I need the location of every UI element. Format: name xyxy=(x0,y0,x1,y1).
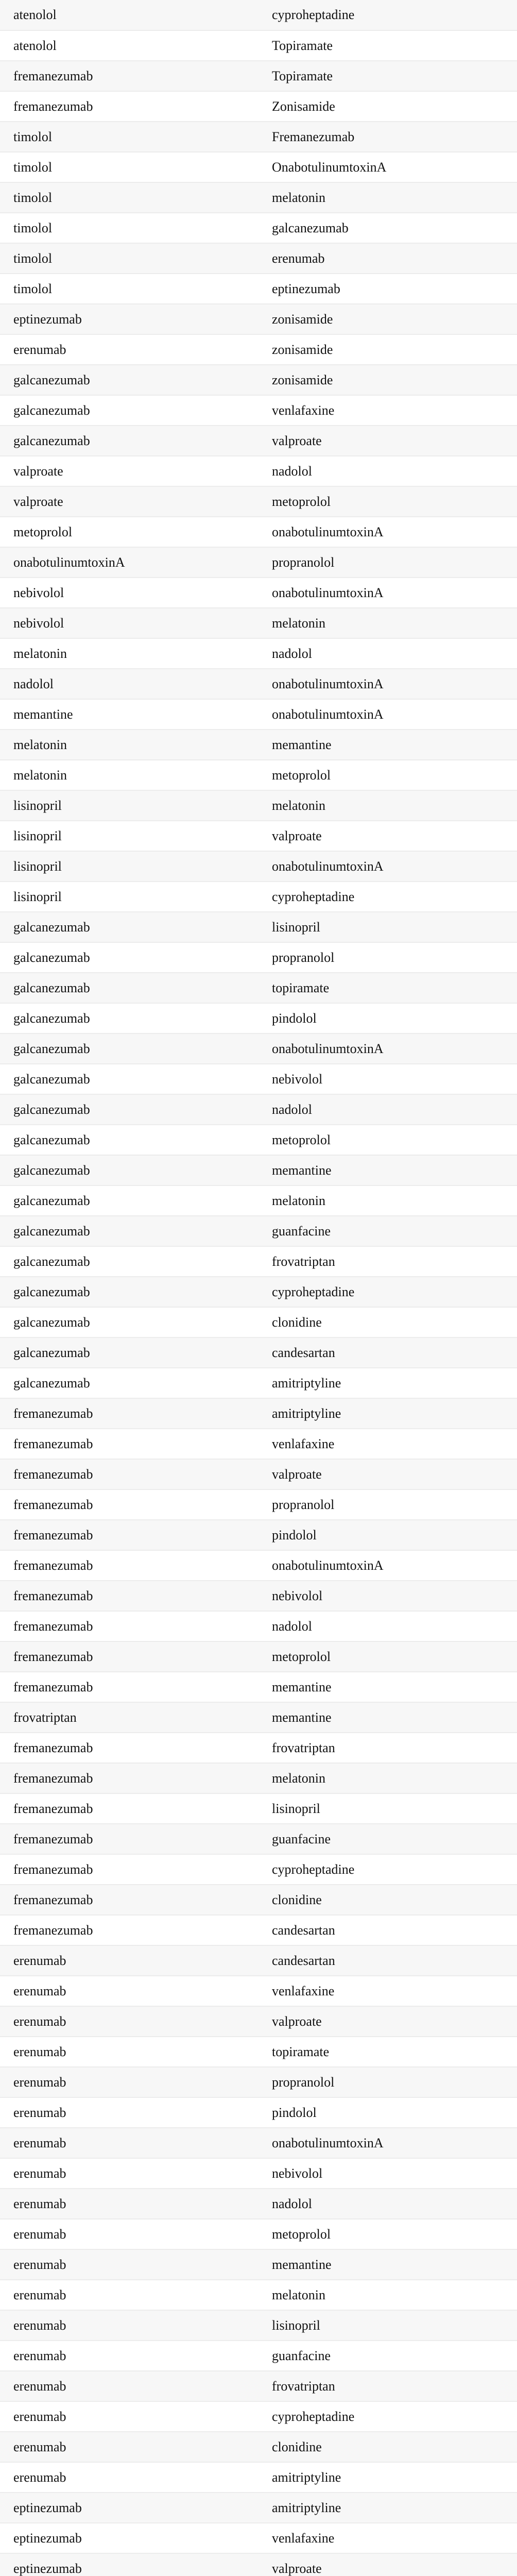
drug-a-cell: fremanezumab xyxy=(0,1520,258,1550)
drug-a-cell: galcanezumab xyxy=(0,973,258,1003)
drug-a-cell: erenumab xyxy=(0,2097,258,2128)
table-row xyxy=(0,0,517,30)
drug-b-cell: amitriptyline xyxy=(258,1398,517,1429)
drug-b-cell: nebivolol xyxy=(258,1581,517,1611)
drug-b-cell: venlafaxine xyxy=(258,1429,517,1459)
table-row xyxy=(0,1246,517,1277)
drug-a-cell: fremanezumab xyxy=(0,1793,258,1824)
drug-a-cell: fremanezumab xyxy=(0,1885,258,1915)
drug-a-cell: fremanezumab xyxy=(0,1824,258,1854)
drug-a-cell: metoprolol xyxy=(0,517,258,547)
drug-a-cell: erenumab xyxy=(0,2128,258,2158)
drug-a-cell: erenumab xyxy=(0,2371,258,2401)
drug-b-cell: onabotulinumtoxinA xyxy=(258,1033,517,1064)
drug-a-cell: fremanezumab xyxy=(0,1854,258,1885)
drug-a-cell: timolol xyxy=(0,274,258,304)
table-row xyxy=(0,213,517,243)
drug-b-cell: topiramate xyxy=(258,2037,517,2067)
table-row xyxy=(0,1520,517,1550)
drug-b-cell: metoprolol xyxy=(258,2219,517,2249)
drug-b-cell: nebivolol xyxy=(258,1064,517,1094)
table-row xyxy=(0,61,517,91)
drug-a-cell: galcanezumab xyxy=(0,1064,258,1094)
drug-b-cell: valproate xyxy=(258,1459,517,1489)
drug-b-cell: pindolol xyxy=(258,1003,517,1033)
table-row xyxy=(0,882,517,912)
drug-b-cell: topiramate xyxy=(258,973,517,1003)
drug-a-cell: melatonin xyxy=(0,638,258,669)
table-row xyxy=(0,2280,517,2310)
drug-a-cell: frovatriptan xyxy=(0,1702,258,1733)
drug-a-cell: timolol xyxy=(0,122,258,152)
drug-a-cell: erenumab xyxy=(0,2401,258,2432)
drug-b-cell: galcanezumab xyxy=(258,213,517,243)
table-row xyxy=(0,1216,517,1246)
table-row xyxy=(0,182,517,213)
drug-a-cell: galcanezumab xyxy=(0,1125,258,1155)
drug-b-cell: melatonin xyxy=(258,1185,517,1216)
table-row xyxy=(0,669,517,699)
drug-a-cell: galcanezumab xyxy=(0,1307,258,1337)
drug-a-cell: erenumab xyxy=(0,334,258,365)
table-row xyxy=(0,30,517,61)
table-row xyxy=(0,1368,517,1398)
drug-b-cell: memantine xyxy=(258,730,517,760)
drug-a-cell: eptinezumab xyxy=(0,2523,258,2553)
drug-a-cell: erenumab xyxy=(0,2432,258,2462)
table-row xyxy=(0,1429,517,1459)
table-row xyxy=(0,821,517,851)
table-row xyxy=(0,608,517,638)
table-row xyxy=(0,760,517,790)
drug-a-cell: fremanezumab xyxy=(0,1672,258,1702)
drug-a-cell: erenumab xyxy=(0,2219,258,2249)
table-row xyxy=(0,2523,517,2553)
drug-b-cell: onabotulinumtoxinA xyxy=(258,578,517,608)
drug-b-cell: metoprolol xyxy=(258,760,517,790)
table-row xyxy=(0,2189,517,2219)
drug-b-cell: amitriptyline xyxy=(258,2462,517,2493)
drug-a-cell: galcanezumab xyxy=(0,1185,258,1216)
drug-b-cell: cyproheptadine xyxy=(258,2401,517,2432)
drug-a-cell: lisinopril xyxy=(0,821,258,851)
drug-a-cell: atenolol xyxy=(0,30,258,61)
table-row xyxy=(0,1185,517,1216)
drug-b-cell: metoprolol xyxy=(258,1125,517,1155)
drug-a-cell: erenumab xyxy=(0,2249,258,2280)
table-row xyxy=(0,2219,517,2249)
table-row xyxy=(0,1885,517,1915)
drug-a-cell: galcanezumab xyxy=(0,426,258,456)
drug-a-cell: erenumab xyxy=(0,1945,258,1976)
drug-b-cell: memantine xyxy=(258,2249,517,2280)
drug-b-cell: nadolol xyxy=(258,1611,517,1641)
drug-a-cell: melatonin xyxy=(0,760,258,790)
drug-b-cell: cyproheptadine xyxy=(258,0,517,30)
drug-a-cell: galcanezumab xyxy=(0,1216,258,1246)
drug-a-cell: timolol xyxy=(0,152,258,182)
drug-a-cell: erenumab xyxy=(0,2006,258,2037)
drug-b-cell: guanfacine xyxy=(258,1824,517,1854)
table-row xyxy=(0,91,517,122)
drug-b-cell: frovatriptan xyxy=(258,1246,517,1277)
table-row xyxy=(0,1976,517,2006)
drug-b-cell: venlafaxine xyxy=(258,1976,517,2006)
table-row xyxy=(0,517,517,547)
drug-a-cell: lisinopril xyxy=(0,851,258,882)
drug-b-cell: melatonin xyxy=(258,790,517,821)
table-row xyxy=(0,638,517,669)
drug-b-cell: zonisamide xyxy=(258,365,517,395)
drug-b-cell: onabotulinumtoxinA xyxy=(258,2128,517,2158)
drug-a-cell: onabotulinumtoxinA xyxy=(0,547,258,578)
drug-b-cell: Fremanezumab xyxy=(258,122,517,152)
drug-b-cell: nadolol xyxy=(258,456,517,486)
drug-a-cell: atenolol xyxy=(0,0,258,30)
drug-a-cell: fremanezumab xyxy=(0,1611,258,1641)
table-row xyxy=(0,1581,517,1611)
drug-a-cell: erenumab xyxy=(0,2310,258,2341)
drug-b-cell: Zonisamide xyxy=(258,91,517,122)
drug-b-cell: valproate xyxy=(258,2553,517,2576)
drug-a-cell: fremanezumab xyxy=(0,61,258,91)
table-row xyxy=(0,1733,517,1763)
drug-b-cell: nadolol xyxy=(258,1094,517,1125)
table-row xyxy=(0,2006,517,2037)
drug-a-cell: nebivolol xyxy=(0,578,258,608)
drug-b-cell: onabotulinumtoxinA xyxy=(258,851,517,882)
table-row xyxy=(0,2037,517,2067)
table-row xyxy=(0,1125,517,1155)
drug-a-cell: timolol xyxy=(0,182,258,213)
drug-b-cell: melatonin xyxy=(258,182,517,213)
drug-b-cell: valproate xyxy=(258,821,517,851)
table-row xyxy=(0,365,517,395)
drug-a-cell: valproate xyxy=(0,486,258,517)
drug-b-cell: lisinopril xyxy=(258,912,517,942)
table-row xyxy=(0,1277,517,1307)
table-row xyxy=(0,1854,517,1885)
drug-b-cell: nadolol xyxy=(258,638,517,669)
table-row xyxy=(0,243,517,274)
drug-b-cell: pindolol xyxy=(258,2097,517,2128)
table-row xyxy=(0,2341,517,2371)
table-row xyxy=(0,1611,517,1641)
table-row xyxy=(0,1155,517,1185)
table-row xyxy=(0,1702,517,1733)
drug-b-cell: frovatriptan xyxy=(258,2371,517,2401)
table-row xyxy=(0,456,517,486)
drug-a-cell: galcanezumab xyxy=(0,1277,258,1307)
drug-b-cell: memantine xyxy=(258,1702,517,1733)
drug-a-cell: fremanezumab xyxy=(0,1733,258,1763)
table-row xyxy=(0,547,517,578)
drug-b-cell: Topiramate xyxy=(258,30,517,61)
table-row xyxy=(0,2067,517,2097)
table-row xyxy=(0,2158,517,2189)
table-row xyxy=(0,1094,517,1125)
drug-a-cell: galcanezumab xyxy=(0,1094,258,1125)
drug-b-cell: memantine xyxy=(258,1155,517,1185)
drug-a-cell: fremanezumab xyxy=(0,1763,258,1793)
table-row xyxy=(0,2310,517,2341)
drug-b-cell: lisinopril xyxy=(258,2310,517,2341)
drug-a-cell: erenumab xyxy=(0,2280,258,2310)
drug-a-cell: fremanezumab xyxy=(0,1459,258,1489)
drug-a-cell: memantine xyxy=(0,699,258,730)
drug-b-cell: onabotulinumtoxinA xyxy=(258,517,517,547)
table-row xyxy=(0,1033,517,1064)
drug-a-cell: galcanezumab xyxy=(0,395,258,426)
drug-a-cell: erenumab xyxy=(0,2341,258,2371)
table-row xyxy=(0,912,517,942)
drug-a-cell: galcanezumab xyxy=(0,942,258,973)
drug-b-cell: candesartan xyxy=(258,1915,517,1945)
table-row xyxy=(0,2128,517,2158)
drug-b-cell: nebivolol xyxy=(258,2158,517,2189)
drug-a-cell: fremanezumab xyxy=(0,1429,258,1459)
table-row xyxy=(0,2432,517,2462)
table-row xyxy=(0,730,517,760)
drug-b-cell: eptinezumab xyxy=(258,274,517,304)
table-row xyxy=(0,1003,517,1033)
drug-b-cell: erenumab xyxy=(258,243,517,274)
table-row xyxy=(0,1793,517,1824)
drug-b-cell: propranolol xyxy=(258,942,517,973)
drug-b-cell: venlafaxine xyxy=(258,2523,517,2553)
table-row xyxy=(0,1398,517,1429)
drug-b-cell: propranolol xyxy=(258,2067,517,2097)
table-row xyxy=(0,790,517,821)
table-row xyxy=(0,1489,517,1520)
drug-b-cell: clonidine xyxy=(258,1885,517,1915)
table-row xyxy=(0,699,517,730)
drug-b-cell: candesartan xyxy=(258,1945,517,1976)
drug-b-cell: propranolol xyxy=(258,1489,517,1520)
table-row xyxy=(0,1337,517,1368)
drug-a-cell: erenumab xyxy=(0,2037,258,2067)
table-row xyxy=(0,2097,517,2128)
drug-a-cell: eptinezumab xyxy=(0,304,258,334)
drug-b-cell: valproate xyxy=(258,2006,517,2037)
table-row xyxy=(0,2553,517,2576)
drug-a-cell: erenumab xyxy=(0,1976,258,2006)
drug-a-cell: eptinezumab xyxy=(0,2493,258,2523)
drug-a-cell: lisinopril xyxy=(0,882,258,912)
table-row xyxy=(0,1763,517,1793)
drug-a-cell: galcanezumab xyxy=(0,1368,258,1398)
drug-b-cell: amitriptyline xyxy=(258,1368,517,1398)
drug-a-cell: fremanezumab xyxy=(0,1489,258,1520)
drug-b-cell: frovatriptan xyxy=(258,1733,517,1763)
drug-a-cell: timolol xyxy=(0,213,258,243)
table-row xyxy=(0,2249,517,2280)
table-row xyxy=(0,973,517,1003)
drug-b-cell: zonisamide xyxy=(258,304,517,334)
table-row xyxy=(0,304,517,334)
drug-b-cell: valproate xyxy=(258,426,517,456)
table-row xyxy=(0,1307,517,1337)
drug-b-cell: onabotulinumtoxinA xyxy=(258,669,517,699)
drug-b-cell: melatonin xyxy=(258,1763,517,1793)
drug-b-cell: onabotulinumtoxinA xyxy=(258,699,517,730)
drug-b-cell: candesartan xyxy=(258,1337,517,1368)
table-row xyxy=(0,1824,517,1854)
drug-b-cell: clonidine xyxy=(258,1307,517,1337)
drug-b-cell: cyproheptadine xyxy=(258,1854,517,1885)
drug-a-cell: fremanezumab xyxy=(0,1915,258,1945)
drug-b-cell: Topiramate xyxy=(258,61,517,91)
drug-a-cell: galcanezumab xyxy=(0,1155,258,1185)
drug-b-cell: pindolol xyxy=(258,1520,517,1550)
drug-a-cell: galcanezumab xyxy=(0,1003,258,1033)
drug-b-cell: onabotulinumtoxinA xyxy=(258,1550,517,1581)
drug-b-cell: metoprolol xyxy=(258,1641,517,1672)
drug-b-cell: cyproheptadine xyxy=(258,882,517,912)
drug-b-cell: clonidine xyxy=(258,2432,517,2462)
drug-a-cell: erenumab xyxy=(0,2158,258,2189)
drug-a-cell: fremanezumab xyxy=(0,91,258,122)
table-row xyxy=(0,2371,517,2401)
table-row xyxy=(0,1915,517,1945)
drug-a-cell: melatonin xyxy=(0,730,258,760)
drug-a-cell: galcanezumab xyxy=(0,1246,258,1277)
table-row xyxy=(0,2462,517,2493)
table-row xyxy=(0,2401,517,2432)
table-row xyxy=(0,851,517,882)
table-row xyxy=(0,395,517,426)
drug-b-cell: nadolol xyxy=(258,2189,517,2219)
drug-a-cell: erenumab xyxy=(0,2462,258,2493)
drug-a-cell: galcanezumab xyxy=(0,1033,258,1064)
table-row xyxy=(0,1945,517,1976)
drug-a-cell: lisinopril xyxy=(0,790,258,821)
table-row xyxy=(0,1641,517,1672)
drug-b-cell: cyproheptadine xyxy=(258,1277,517,1307)
drug-a-cell: timolol xyxy=(0,243,258,274)
table-row xyxy=(0,122,517,152)
drug-a-cell: valproate xyxy=(0,456,258,486)
drug-b-cell: melatonin xyxy=(258,608,517,638)
drug-a-cell: nebivolol xyxy=(0,608,258,638)
table-row xyxy=(0,2493,517,2523)
drug-b-cell: venlafaxine xyxy=(258,395,517,426)
drug-b-cell: guanfacine xyxy=(258,1216,517,1246)
drug-a-cell: fremanezumab xyxy=(0,1398,258,1429)
drug-a-cell: eptinezumab xyxy=(0,2553,258,2576)
drug-a-cell: galcanezumab xyxy=(0,912,258,942)
drug-b-cell: melatonin xyxy=(258,2280,517,2310)
drug-b-cell: metoprolol xyxy=(258,486,517,517)
drug-a-cell: fremanezumab xyxy=(0,1641,258,1672)
drug-a-cell: fremanezumab xyxy=(0,1581,258,1611)
table-row xyxy=(0,942,517,973)
table-row xyxy=(0,334,517,365)
drug-a-cell: galcanezumab xyxy=(0,1337,258,1368)
drug-a-cell: erenumab xyxy=(0,2189,258,2219)
drug-a-cell: erenumab xyxy=(0,2067,258,2097)
drug-b-cell: zonisamide xyxy=(258,334,517,365)
table-row xyxy=(0,486,517,517)
drug-b-cell: propranolol xyxy=(258,547,517,578)
table-row xyxy=(0,1550,517,1581)
drug-b-cell: guanfacine xyxy=(258,2341,517,2371)
table-row xyxy=(0,1459,517,1489)
drug-a-cell: nadolol xyxy=(0,669,258,699)
table-row xyxy=(0,578,517,608)
table-row xyxy=(0,274,517,304)
drug-b-cell: OnabotulinumtoxinA xyxy=(258,152,517,182)
drug-a-cell: galcanezumab xyxy=(0,365,258,395)
table-row xyxy=(0,152,517,182)
table-row xyxy=(0,1064,517,1094)
table-row xyxy=(0,1672,517,1702)
drug-b-cell: memantine xyxy=(258,1672,517,1702)
drug-b-cell: amitriptyline xyxy=(258,2493,517,2523)
drug-a-cell: fremanezumab xyxy=(0,1550,258,1581)
table-row xyxy=(0,426,517,456)
drug-b-cell: lisinopril xyxy=(258,1793,517,1824)
